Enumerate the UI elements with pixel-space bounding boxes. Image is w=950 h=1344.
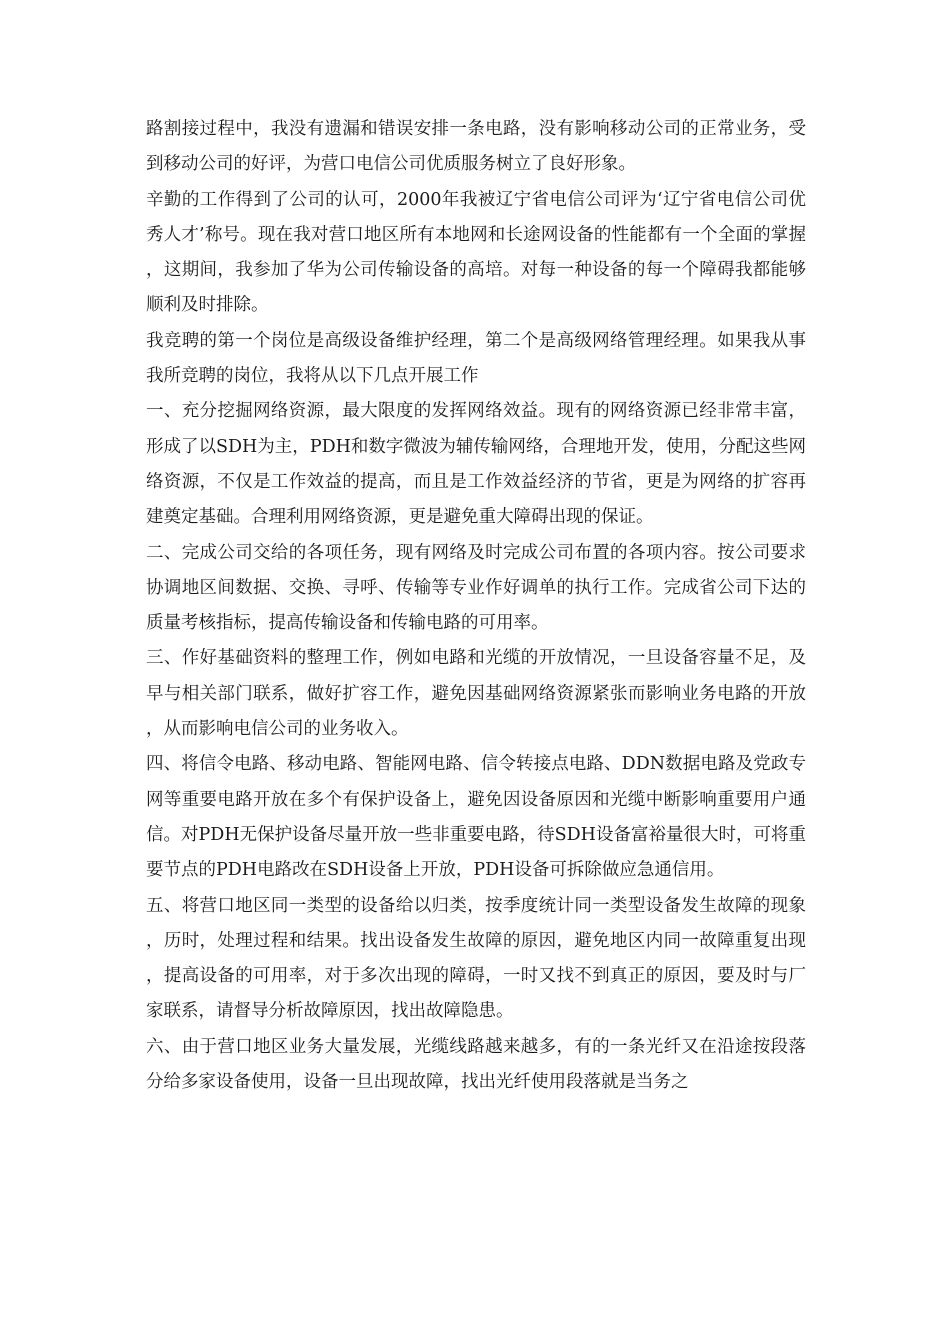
paragraph-point-2: 二、完成公司交给的各项任务，现有网络及时完成公司布置的各项内容。按公司要求协调地区间数据、交换、寻呼、传输等专业作好调单的执行工作。完成省公司下达的质量考核指标，提高传输设备和传输电路的可用率。: [146, 542, 806, 634]
paragraph-award: 辛勤的工作得到了公司的认可，2000年我被辽宁省电信公司评为‘辽宁省电信公司优秀人才’称号。现在我对营口地区所有本地网和长途网设备的性能都有一个全面的掌握，这期间，我参加了华为公司传输设备的高培。对每一种设备的每一个障碍我都能够顺利及时排除。: [146, 189, 806, 316]
paragraph-circuit-cutover: 路割接过程中，我没有遗漏和错误安排一条电路，没有影响移动公司的正常业务，受到移动公司的好评，为营口电信公司优质服务树立了良好形象。: [146, 119, 806, 175]
document-body: [146, 112, 806, 1100]
paragraph-point-5: 五、将营口地区同一类型的设备给以归类，按季度统计同一类型设备发生故障的现象，历时，处理过程和结果。找出设备发生故障的原因，避免地区内同一故障重复出现，提高设备的可用率，对于多次出现的障碍，一时又找不到真正的原因，要及时与厂家联系，请督导分析故障原因，找出故障隐患。: [146, 895, 806, 1022]
paragraph-point-1: 一、充分挖掘网络资源，最大限度的发挥网络效益。现有的网络资源已经非常丰富，形成了以SDH为主，PDH和数字微波为辅传输网络，合理地开发，使用，分配这些网络资源，不仅是工作效益的提高，而且是工作效益经济的节省，更是为网络的扩容再建奠定基础。合理利用网络资源，更是避免重大障碍出现的保证。: [146, 401, 806, 528]
paragraph-point-4: 四、将信令电路、移动电路、智能网电路、信令转接点电路、DDN数据电路及党政专网等重要电路开放在多个有保护设备上，避免因设备原因和光缆中断影响重要用户通信。对PDH无保护设备尽量开放一些非重要电路，待SDH设备富裕量很大时，可将重要节点的PDH电路改在SDH设备上开放，PDH设备可拆除做应急通信用。: [146, 754, 806, 881]
paragraph-point-3: 三、作好基础资料的整理工作，例如电路和光缆的开放情况，一旦设备容量不足，及早与相关部门联系，做好扩容工作，避免因基础网络资源紧张而影响业务电路的开放，从而影响电信公司的业务收入。: [146, 648, 806, 740]
paragraph-positions: 我竞聘的第一个岗位是高级设备维护经理，第二个是高级网络管理经理。如果我从事我所竞聘的岗位，我将从以下几点开展工作: [146, 330, 806, 387]
paragraph-point-6: 六、由于营口地区业务大量发展，光缆线路越来越多，有的一条光纤又在沿途按段落分给多家设备使用，设备一旦出现故障，找出光纤使用段落就是当务之: [146, 1036, 806, 1093]
